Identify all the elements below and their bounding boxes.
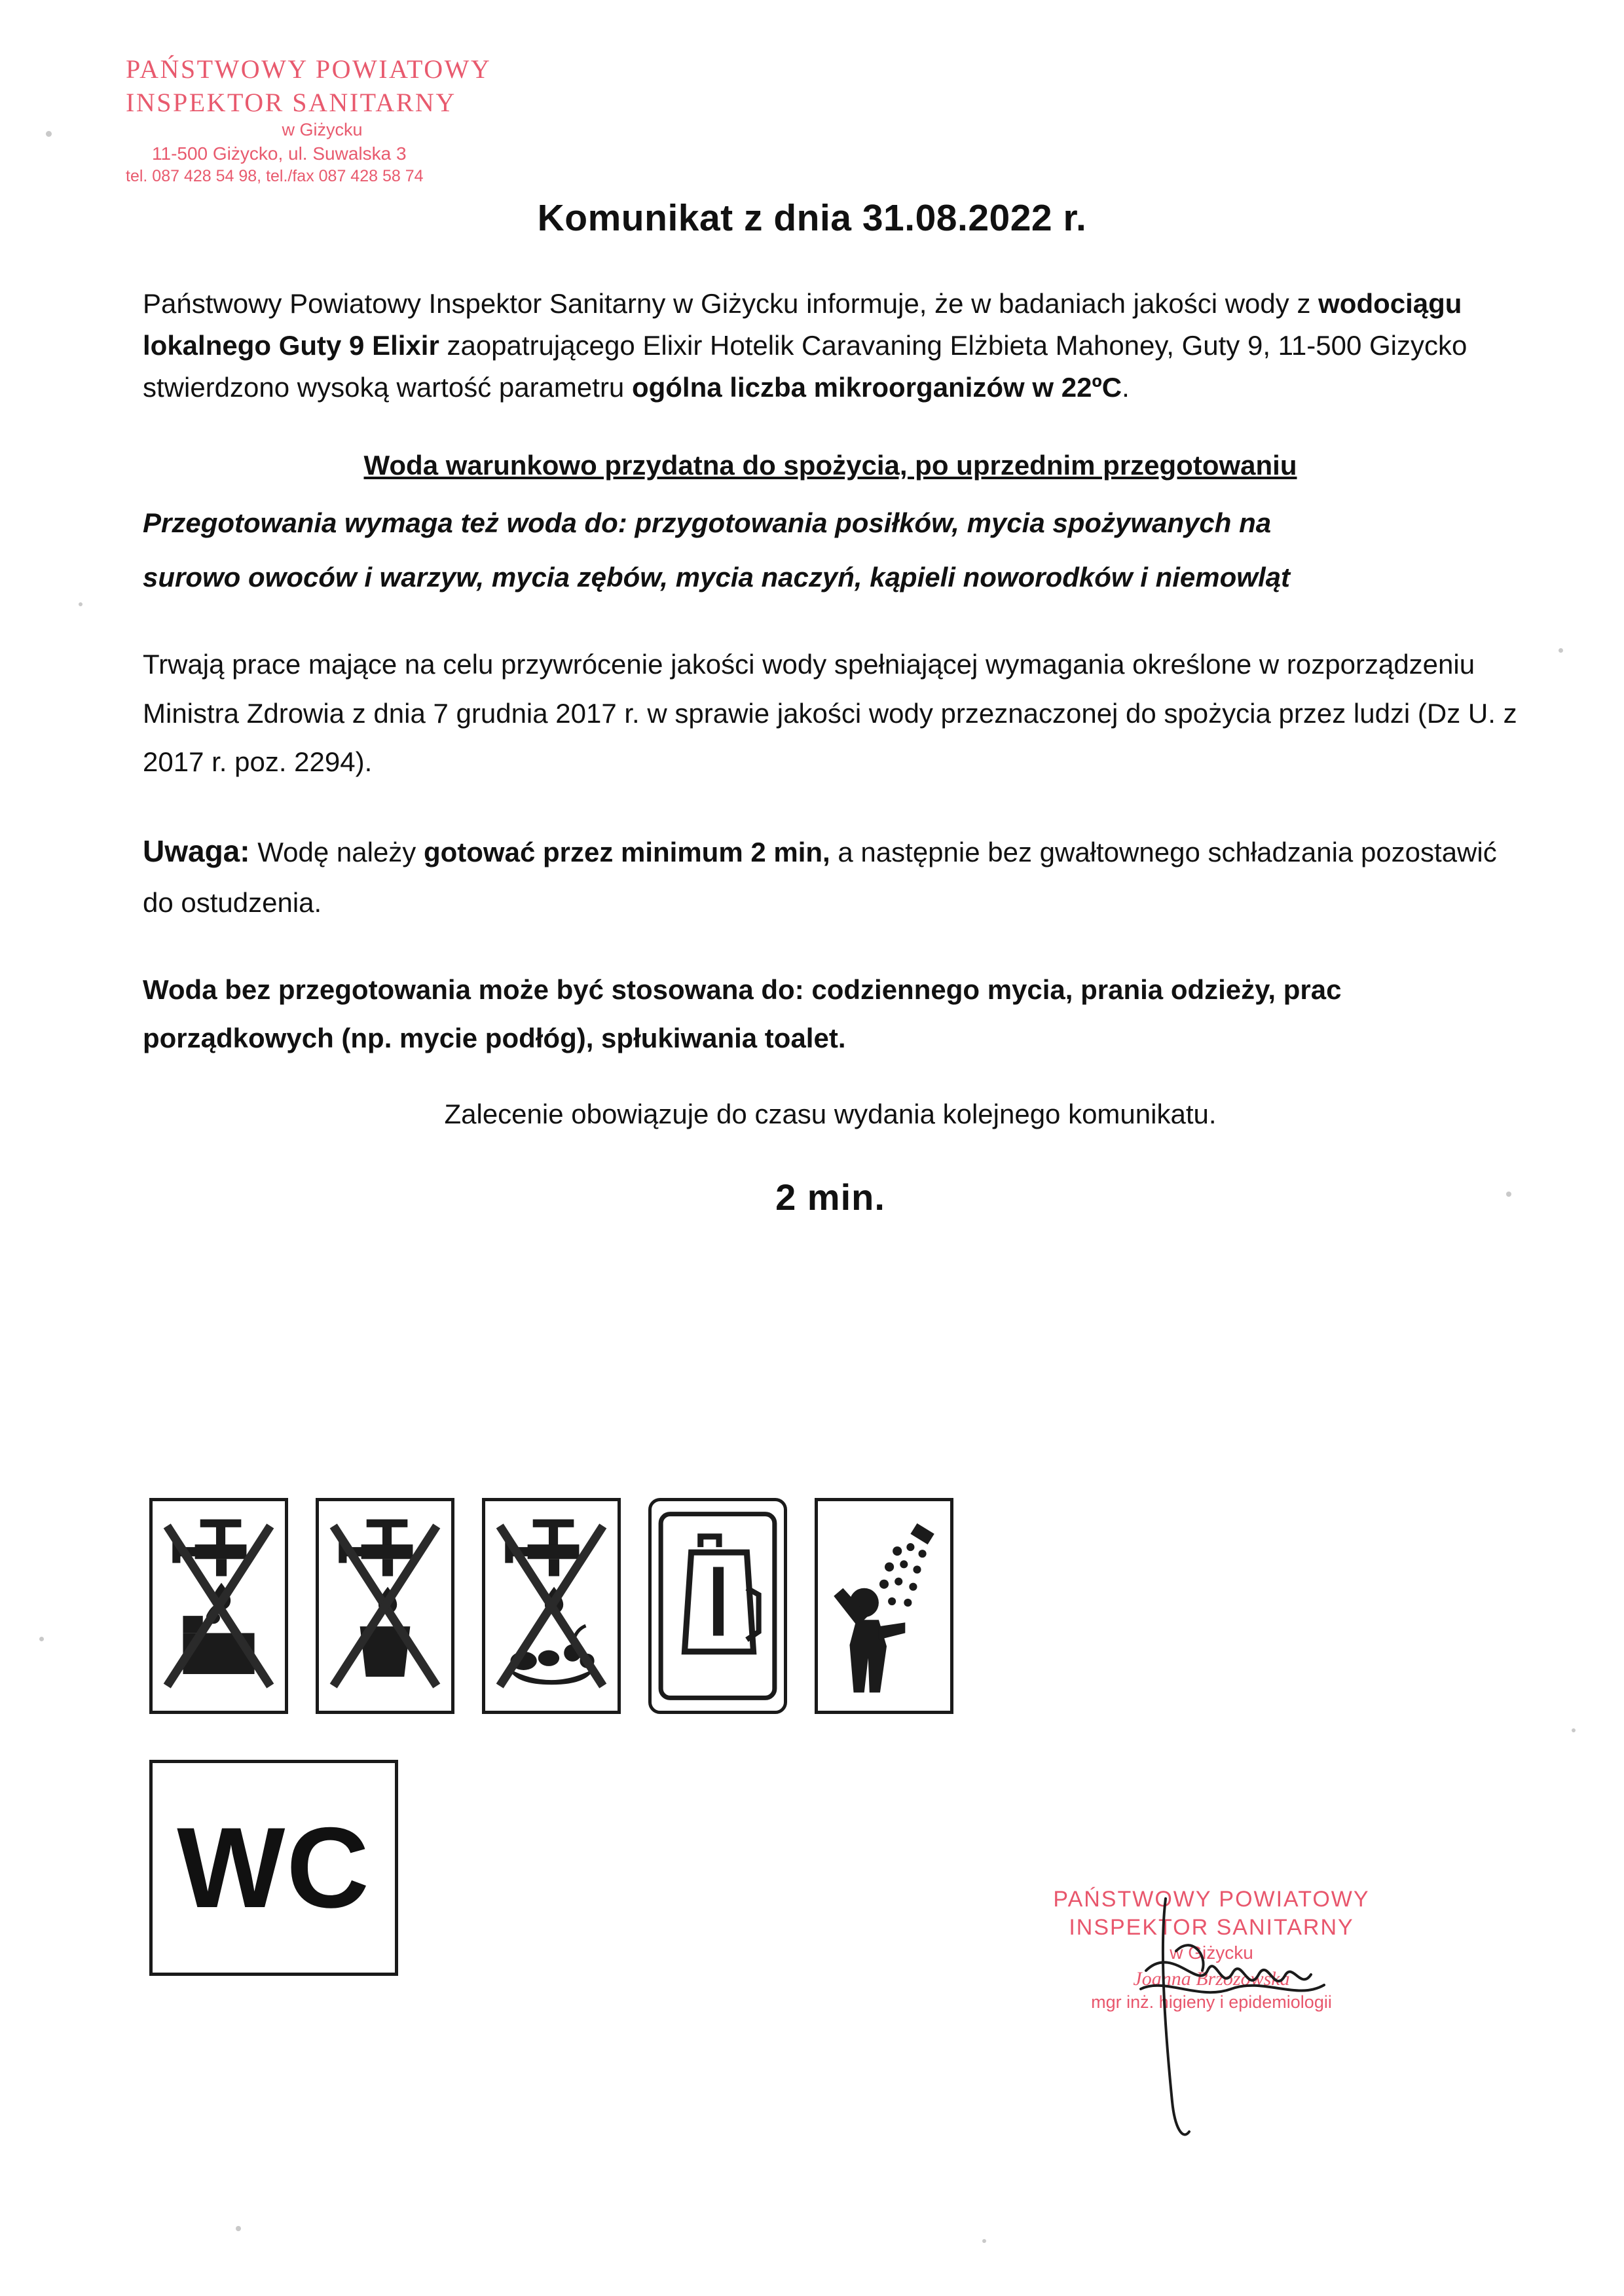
italic-note-line-2: surowo owoców i warzyw, mycia zębów, mycia naczyń, kąpieli noworodków i niemowląt: [143, 561, 1290, 592]
intro-bold-parameter: ogólna liczba mikroorganizów w 22ºC: [631, 371, 1122, 403]
uwaga-bold-boil: gotować przez minimum 2 min,: [423, 837, 830, 868]
intro-text-3: .: [1122, 371, 1130, 403]
paragraph-works-in-progress: Trwają prace mające na celu przywrócenie jakości wody spełniającej wymagania określone w rozporządzeniu Ministra Zdrowia z dnia 7 grudnia 2017 r. w sprawie jakości wody przeznaczonej do spożycia przez ludzi (Dz U. z 2017 r. poz. 2294).: [143, 648, 1517, 778]
paragraph-without-boiling: Woda bez przegotowania może być stosowana do: codziennego mycia, prania odzieży, prac porządkowych (np. mycie podłóg), spłukiwania toalet.: [143, 974, 1342, 1054]
intro-text-1: Państwowy Powiatowy Inspektor Sanitarny w Giżycku informuje, że w badaniach jakości wody z: [143, 288, 1319, 319]
stamp-line-address: 11-500 Giżycko, ul. Suwalska 3: [152, 143, 407, 164]
paragraph-validity: Zalecenie obowiązuje do czasu wydania kolejnego komunikatu.: [444, 1099, 1217, 1130]
wc-label: WC: [177, 1804, 371, 1932]
signature-line-authority-2: INSPEKTOR SANITARNY: [1069, 1914, 1354, 1940]
signature-line-city: w Giżycku: [1170, 1942, 1253, 1963]
signature-line-role: mgr inż. higieny i epidemiologii: [1091, 1992, 1332, 2012]
paragraph-intro: [143, 283, 1518, 408]
shower-allowed-icon: [815, 1498, 953, 1714]
stamp-line-authority-2: INSPEKTOR SANITARNY: [126, 88, 456, 118]
headline-conditionally-potable: Woda warunkowo przydatna do spożycia, po uprzednim przegotowaniu: [363, 450, 1297, 481]
stamp-line-city: w Giżycku: [282, 120, 363, 140]
wc-allowed-box: [149, 1760, 398, 1976]
header-office-stamp: [126, 54, 584, 187]
uwaga-text-2: a następnie bez gwałtownego schładzania pozostawić do ostudzenia.: [143, 837, 1497, 918]
intro-bold-source: wodociągu lokalnego Guty 9 Elixir: [143, 288, 1462, 361]
paragraph-uwaga: [143, 825, 1518, 928]
stamp-line-phone: tel. 087 428 54 98, tel./fax 087 428 58 74: [126, 167, 424, 186]
document-body: [143, 283, 1518, 1225]
signature-office-stamp: [1008, 1886, 1414, 2013]
boil-water-kettle-icon: [648, 1498, 787, 1714]
italic-note-line-1: Przegotowania wymaga też woda do: przygotowania posiłków, mycia spożywanych na: [143, 507, 1272, 539]
page-title: Komunikat z dnia 31.08.2022 r.: [537, 197, 1087, 239]
signature-line-authority-1: PAŃSTWOWY POWIATOWY: [1053, 1887, 1370, 1912]
minutes-label: 2 min.: [775, 1176, 885, 1218]
intro-text-2: zaopatrującego Elixir Hotelik Caravaning Elżbieta Mahoney, Guty 9, 11-500 Gizycko stwierdzono wysoką wartość parametru: [143, 329, 1467, 403]
uwaga-text-1: Wodę należy: [249, 837, 424, 868]
stamp-line-authority-1: PAŃSTWOWY POWIATOWY: [126, 54, 492, 84]
signature-line-name: Joanna Brzozowska: [1133, 1968, 1290, 1990]
no-cooking-tap-icon: [316, 1498, 454, 1714]
no-washing-fruit-icon: [482, 1498, 621, 1714]
no-drinking-tap-icon: [149, 1498, 288, 1714]
pictogram-row: [149, 1498, 953, 1714]
uwaga-label: Uwaga:: [143, 834, 250, 869]
